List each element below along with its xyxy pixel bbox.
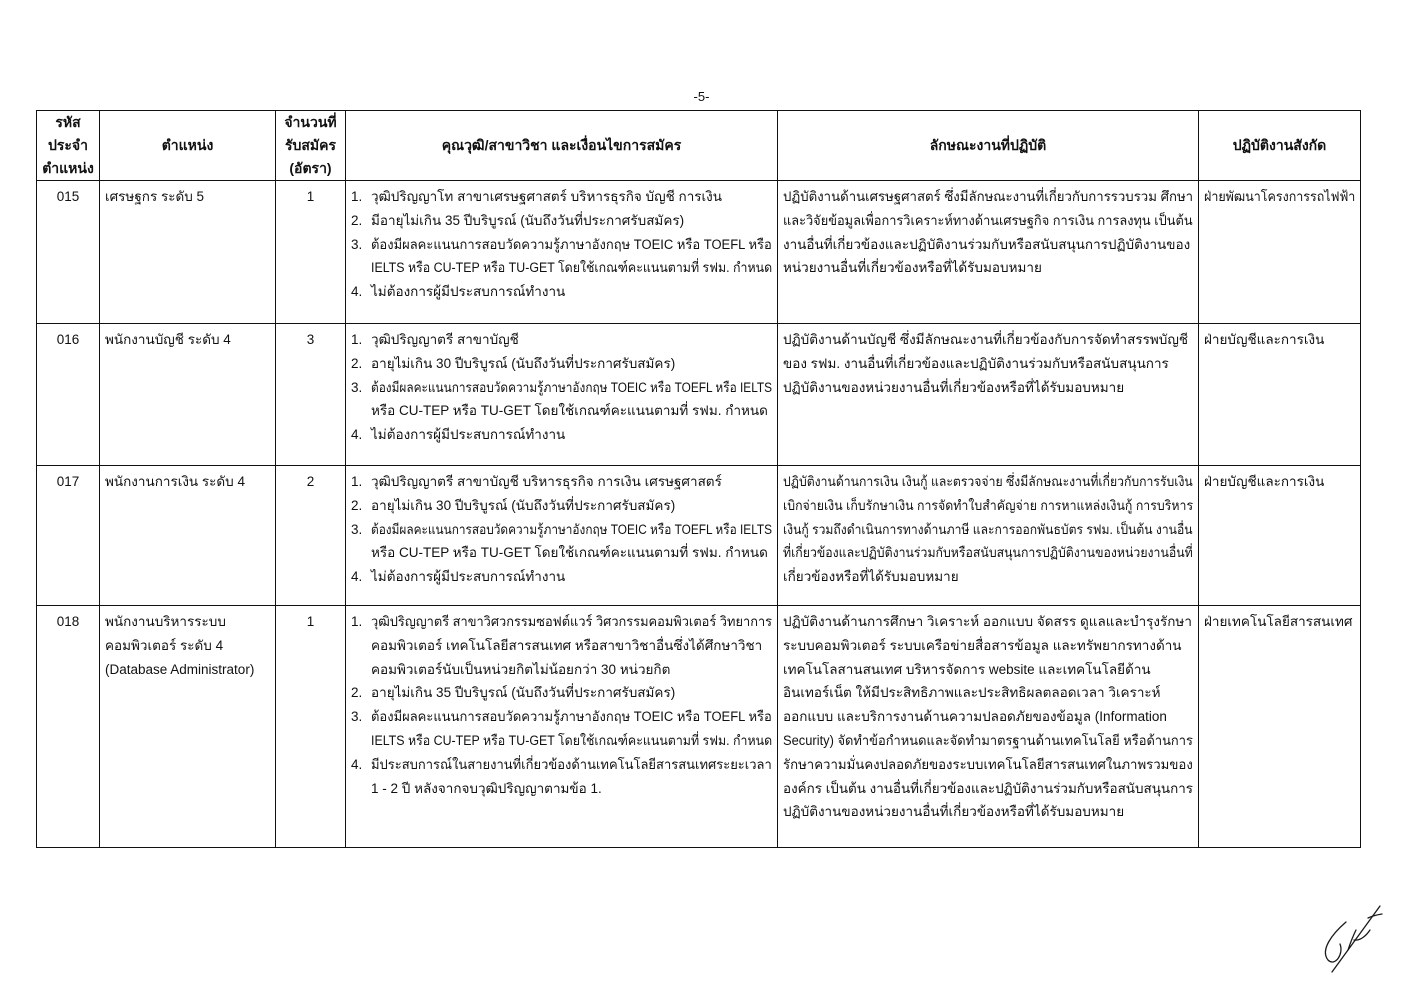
- qualification-item: [351, 233, 772, 281]
- qualification-item: [351, 610, 772, 681]
- duties-line: และวิจัยข้อมูลเพื่อการวิเคราะห์ทางด้านเศรษฐกิจ การเงิน การลงทุน เป็นต้น: [783, 212, 1193, 228]
- qualification-line: วุฒิปริญญาโท สาขาเศรษฐศาสตร์ บริหารธุรกิจ บัญชี การเงิน: [371, 189, 722, 204]
- opening-count: 1: [306, 189, 315, 204]
- header-qualifications-label: คุณวุฒิ/สาขาวิชา และเงื่อนไขการสมัคร: [441, 137, 682, 153]
- header-count-line: รับสมัคร: [284, 137, 337, 153]
- qualification-item: [351, 518, 772, 566]
- qualification-number: 2.: [351, 212, 363, 228]
- position-code: 018: [56, 614, 80, 629]
- qualification-text: [371, 753, 772, 801]
- header-code: [37, 111, 100, 181]
- qualification-text: [371, 209, 772, 233]
- opening-count: 2: [306, 474, 315, 489]
- table-row: [37, 606, 1361, 848]
- table-row: [37, 181, 1361, 324]
- duties-cell: [778, 466, 1199, 606]
- qualification-number: 4.: [351, 284, 363, 300]
- duties-line: งานอื่นที่เกี่ยวข้องและปฏิบัติงานร่วมกับหรือสนับสนุนการปฏิบัติงานของ: [783, 236, 1191, 252]
- header-qualifications: [346, 111, 778, 181]
- duties-cell: [778, 606, 1199, 848]
- department-name: ฝ่ายพัฒนาโครงการรถไฟฟ้า: [1204, 189, 1356, 204]
- count-cell: [276, 606, 346, 848]
- qualification-line: ไม่ต้องการผู้มีประสบการณ์ทำงาน: [371, 284, 566, 300]
- qualification-text: [371, 565, 772, 589]
- department-cell: [1199, 466, 1361, 606]
- qualifications-cell: [346, 606, 778, 848]
- position-line: พนักงานบริหารระบบ: [105, 614, 226, 629]
- qualification-number: 4.: [351, 427, 363, 443]
- qualification-item: [351, 494, 772, 518]
- qualifications-cell: [346, 324, 778, 466]
- qualification-line: หรือ CU-TEP หรือ TU-GET โดยใช้เกณฑ์คะแนนตามที่ รฟม. กำหนด: [371, 403, 768, 419]
- header-code-line: รหัส: [55, 114, 81, 130]
- qualification-text: [371, 328, 772, 352]
- page-number: -5-: [693, 89, 710, 104]
- header-code-line: ตำแหน่ง: [42, 160, 94, 176]
- qualification-item: [351, 209, 772, 233]
- qualification-line: IELTS หรือ CU-TEP หรือ TU-GET โดยใช้เกณฑ์คะแนนตามที่ รฟม. กำหนด: [371, 260, 773, 276]
- qualification-item: [351, 185, 772, 209]
- header-count: [276, 111, 346, 181]
- qualification-text: [371, 376, 772, 424]
- duties-line: รักษาความมั่นคงปลอดภัยของระบบเทคโนโลยีสารสนเทศในภาพรวมของ: [783, 756, 1193, 772]
- qualification-item: [351, 423, 772, 447]
- duties-line: ปฏิบัติงานของหน่วยงานอื่นที่เกี่ยวข้องหรือที่ได้รับมอบหมาย: [783, 379, 1125, 395]
- qualification-line: หรือ CU-TEP หรือ TU-GET โดยใช้เกณฑ์คะแนนตามที่ รฟม. กำหนด: [371, 545, 768, 561]
- duties-line: เทคโนโลสานสนเทศ บริหารจัดการ website และเทคโนโลยีด้าน: [783, 661, 1151, 677]
- duties-line: ปฏิบัติงานด้านเศรษฐศาสตร์ ซึ่งมีลักษณะงานที่เกี่ยวกับการรวบรวม ศึกษา: [783, 189, 1194, 204]
- qualification-text: [371, 352, 772, 376]
- qualification-number: 3.: [351, 709, 363, 725]
- duties-line: อินเทอร์เน็ต ให้มีประสิทธิภาพและประสิทธิผลตลอดเวลา วิเคราะห์: [783, 685, 1161, 701]
- qualification-line: 1 - 2 ปี หลังจากจบวุฒิปริญญาตามข้อ 1.: [371, 780, 602, 796]
- position-cell: [100, 606, 276, 848]
- qualification-text: [371, 185, 772, 209]
- opening-count: 3: [306, 332, 315, 347]
- qualification-text: [371, 705, 772, 753]
- qualification-line: ไม่ต้องการผู้มีประสบการณ์ทำงาน: [371, 569, 566, 585]
- qualification-line: อายุไม่เกิน 30 ปีบริบูรณ์ (นับถึงวันที่ประกาศรับสมัคร): [371, 497, 676, 513]
- qualification-number: 3.: [351, 236, 363, 252]
- duties-line: เงินกู้ รวมถึงดำเนินการทางด้านภาษี และการออกพันธบัตร รฟม. เป็นต้น งานอื่น: [783, 521, 1193, 537]
- duties-line: เกี่ยวข้องหรือที่ได้รับมอบหมาย: [783, 569, 959, 585]
- duties-line: ปฏิบัติงานของหน่วยงานอื่นที่เกี่ยวข้องหรือที่ได้รับมอบหมาย: [783, 804, 1125, 820]
- qualification-line: วุฒิปริญญาตรี สาขาบัญชี บริหารธุรกิจ การเงิน เศรษฐศาสตร์: [371, 474, 722, 489]
- count-cell: [276, 324, 346, 466]
- position-line: (Database Administrator): [105, 661, 255, 677]
- table-row: [37, 324, 1361, 466]
- qualification-number: 1.: [351, 614, 363, 629]
- qualification-number: 1.: [351, 474, 363, 489]
- qualifications-cell: [346, 181, 778, 324]
- qualification-text: [371, 470, 772, 494]
- duties-line: องค์กร เป็นต้น งานอื่นที่เกี่ยวข้องและปฏิบัติงานร่วมกับหรือสนับสนุนการ: [783, 780, 1193, 796]
- qualification-line: IELTS หรือ CU-TEP หรือ TU-GET โดยใช้เกณฑ์คะแนนตามที่ รฟม. กำหนด: [371, 732, 773, 748]
- header-duties: [778, 111, 1199, 181]
- code-cell: [37, 324, 100, 466]
- position-code: 016: [56, 332, 80, 347]
- position-line: คอมพิวเตอร์ ระดับ 4: [105, 637, 224, 653]
- positions-table: [36, 110, 1361, 848]
- code-cell: [37, 606, 100, 848]
- duties-line: ที่เกี่ยวข้องและปฏิบัติงานร่วมกับหรือสนับสนุนการปฏิบัติงานของหน่วยงานอื่นที่: [783, 545, 1193, 561]
- table-header-row: [37, 111, 1361, 181]
- qualification-text: [371, 518, 772, 566]
- qualification-line: มีประสบการณ์ในสายงานที่เกี่ยวข้องด้านเทคโนโลยีสารสนเทศระยะเวลา: [371, 756, 772, 772]
- duties-line: ปฏิบัติงานด้านการศึกษา วิเคราะห์ ออกแบบ จัดสรร ดูแลและบำรุงรักษา: [783, 614, 1192, 629]
- header-code-line: ประจำ: [48, 137, 88, 153]
- position-code: 017: [56, 474, 80, 489]
- qualification-text: [371, 610, 772, 681]
- qualification-item: [351, 328, 772, 352]
- qualification-text: [371, 280, 772, 304]
- department-cell: [1199, 324, 1361, 466]
- position-line: พนักงานบัญชี ระดับ 4: [105, 332, 231, 347]
- qualification-line: มีอายุไม่เกิน 35 ปีบริบูรณ์ (นับถึงวันที่ประกาศรับสมัคร): [371, 212, 685, 228]
- qualification-item: [351, 681, 772, 705]
- qualification-line: คอมพิวเตอร์ เทคโนโลยีสารสนเทศ หรือสาขาวิชาอื่นซึ่งได้ศึกษาวิชา: [371, 637, 763, 653]
- qualification-number: 4.: [351, 569, 363, 585]
- position-cell: [100, 466, 276, 606]
- duties-line: ปฏิบัติงานด้านการเงิน เงินกู้ และตรวจจ่าย ซึ่งมีลักษณะงานที่เกี่ยวกับการรับเงิน: [783, 474, 1193, 489]
- qualification-line: ต้องมีผลคะแนนการสอบวัดความรู้ภาษาอังกฤษ TOEIC หรือ TOEFL หรือ IELTS: [371, 379, 773, 395]
- position-line: พนักงานการเงิน ระดับ 4: [105, 474, 245, 489]
- header-position-label: ตำแหน่ง: [161, 137, 214, 153]
- header-position: [100, 111, 276, 181]
- qualification-line: อายุไม่เกิน 30 ปีบริบูรณ์ (นับถึงวันที่ประกาศรับสมัคร): [371, 355, 676, 371]
- duties-line: ระบบคอมพิวเตอร์ ระบบเครือข่ายสื่อสารข้อมูล และทรัพยากรทางด้าน: [783, 637, 1182, 653]
- qualification-line: วุฒิปริญญาตรี สาขาวิศวกรรมซอฟต์แวร์ วิศวกรรมคอมพิวเตอร์ วิทยาการ: [371, 614, 773, 629]
- qualification-line: คอมพิวเตอร์นับเป็นหน่วยกิตไม่น้อยกว่า 30 หน่วยกิต: [371, 661, 671, 677]
- qualification-item: [351, 376, 772, 424]
- duties-line: เบิกจ่ายเงิน เก็บรักษาเงิน การจัดทำใบสำคัญจ่าย การหาแหล่งเงินกู้ การบริหาร: [783, 497, 1194, 513]
- qualification-item: [351, 470, 772, 494]
- code-cell: [37, 466, 100, 606]
- qualification-line: ต้องมีผลคะแนนการสอบวัดความรู้ภาษาอังกฤษ TOEIC หรือ TOEFL หรือ: [371, 709, 772, 725]
- qualification-item: [351, 352, 772, 376]
- header-department: [1199, 111, 1361, 181]
- opening-count: 1: [306, 614, 315, 629]
- qualification-text: [371, 494, 772, 518]
- table-row: [37, 466, 1361, 606]
- count-cell: [276, 466, 346, 606]
- qualification-item: [351, 753, 772, 801]
- qualification-text: [371, 423, 772, 447]
- qualification-number: 1.: [351, 189, 363, 204]
- qualification-line: วุฒิปริญญาตรี สาขาบัญชี: [371, 332, 519, 347]
- qualification-number: 1.: [351, 332, 363, 347]
- qualification-line: ต้องมีผลคะแนนการสอบวัดความรู้ภาษาอังกฤษ TOEIC หรือ TOEFL หรือ: [371, 236, 772, 252]
- qualification-item: [351, 280, 772, 304]
- position-cell: [100, 324, 276, 466]
- duties-cell: [778, 181, 1199, 324]
- department-cell: [1199, 606, 1361, 848]
- department-name: ฝ่ายบัญชีและการเงิน: [1204, 332, 1325, 347]
- department-cell: [1199, 181, 1361, 324]
- duties-cell: [778, 324, 1199, 466]
- qualification-item: [351, 705, 772, 753]
- qualification-number: 4.: [351, 756, 363, 772]
- duties-line: หน่วยงานอื่นที่เกี่ยวข้องหรือที่ได้รับมอบหมาย: [783, 260, 1042, 276]
- position-line: เศรษฐกร ระดับ 5: [105, 189, 205, 204]
- code-cell: [37, 181, 100, 324]
- qualification-line: อายุไม่เกิน 35 ปีบริบูรณ์ (นับถึงวันที่ประกาศรับสมัคร): [371, 685, 676, 701]
- qualification-line: ต้องมีผลคะแนนการสอบวัดความรู้ภาษาอังกฤษ TOEIC หรือ TOEFL หรือ IELTS: [371, 521, 773, 537]
- header-count-line: จำนวนที่: [284, 114, 337, 130]
- position-cell: [100, 181, 276, 324]
- header-count-line: (อัตรา): [289, 160, 332, 176]
- qualification-text: [371, 233, 772, 281]
- qualification-number: 2.: [351, 497, 363, 513]
- count-cell: [276, 181, 346, 324]
- qualification-line: ไม่ต้องการผู้มีประสบการณ์ทำงาน: [371, 427, 566, 443]
- duties-line: ปฏิบัติงานด้านบัญชี ซึ่งมีลักษณะงานที่เกี่ยวข้องกับการจัดทำสรรพบัญชี: [783, 332, 1188, 347]
- department-name: ฝ่ายเทคโนโลยีสารสนเทศ: [1204, 614, 1353, 629]
- signature: [1310, 900, 1390, 976]
- header-duties-label: ลักษณะงานที่ปฏิบัติ: [929, 137, 1047, 153]
- qualification-text: [371, 681, 772, 705]
- qualification-item: [351, 565, 772, 589]
- duties-line: Security) จัดทำข้อกำหนดและจัดทำมาตรฐานด้านเทคโนโลยี หรือด้านการ: [783, 732, 1193, 748]
- position-code: 015: [56, 189, 80, 204]
- qualification-number: 3.: [351, 379, 363, 395]
- qualification-number: 3.: [351, 521, 363, 537]
- duties-line: ออกแบบ และบริการงานด้านความปลอดภัยของข้อมูล (Information: [783, 709, 1167, 725]
- qualification-number: 2.: [351, 355, 363, 371]
- header-department-label: ปฏิบัติงานสังกัด: [1232, 137, 1327, 153]
- department-name: ฝ่ายบัญชีและการเงิน: [1204, 474, 1325, 489]
- qualification-number: 2.: [351, 685, 363, 701]
- qualifications-cell: [346, 466, 778, 606]
- duties-line: ของ รฟม. งานอื่นที่เกี่ยวข้องและปฏิบัติงานร่วมกับหรือสนับสนุนการ: [783, 355, 1169, 371]
